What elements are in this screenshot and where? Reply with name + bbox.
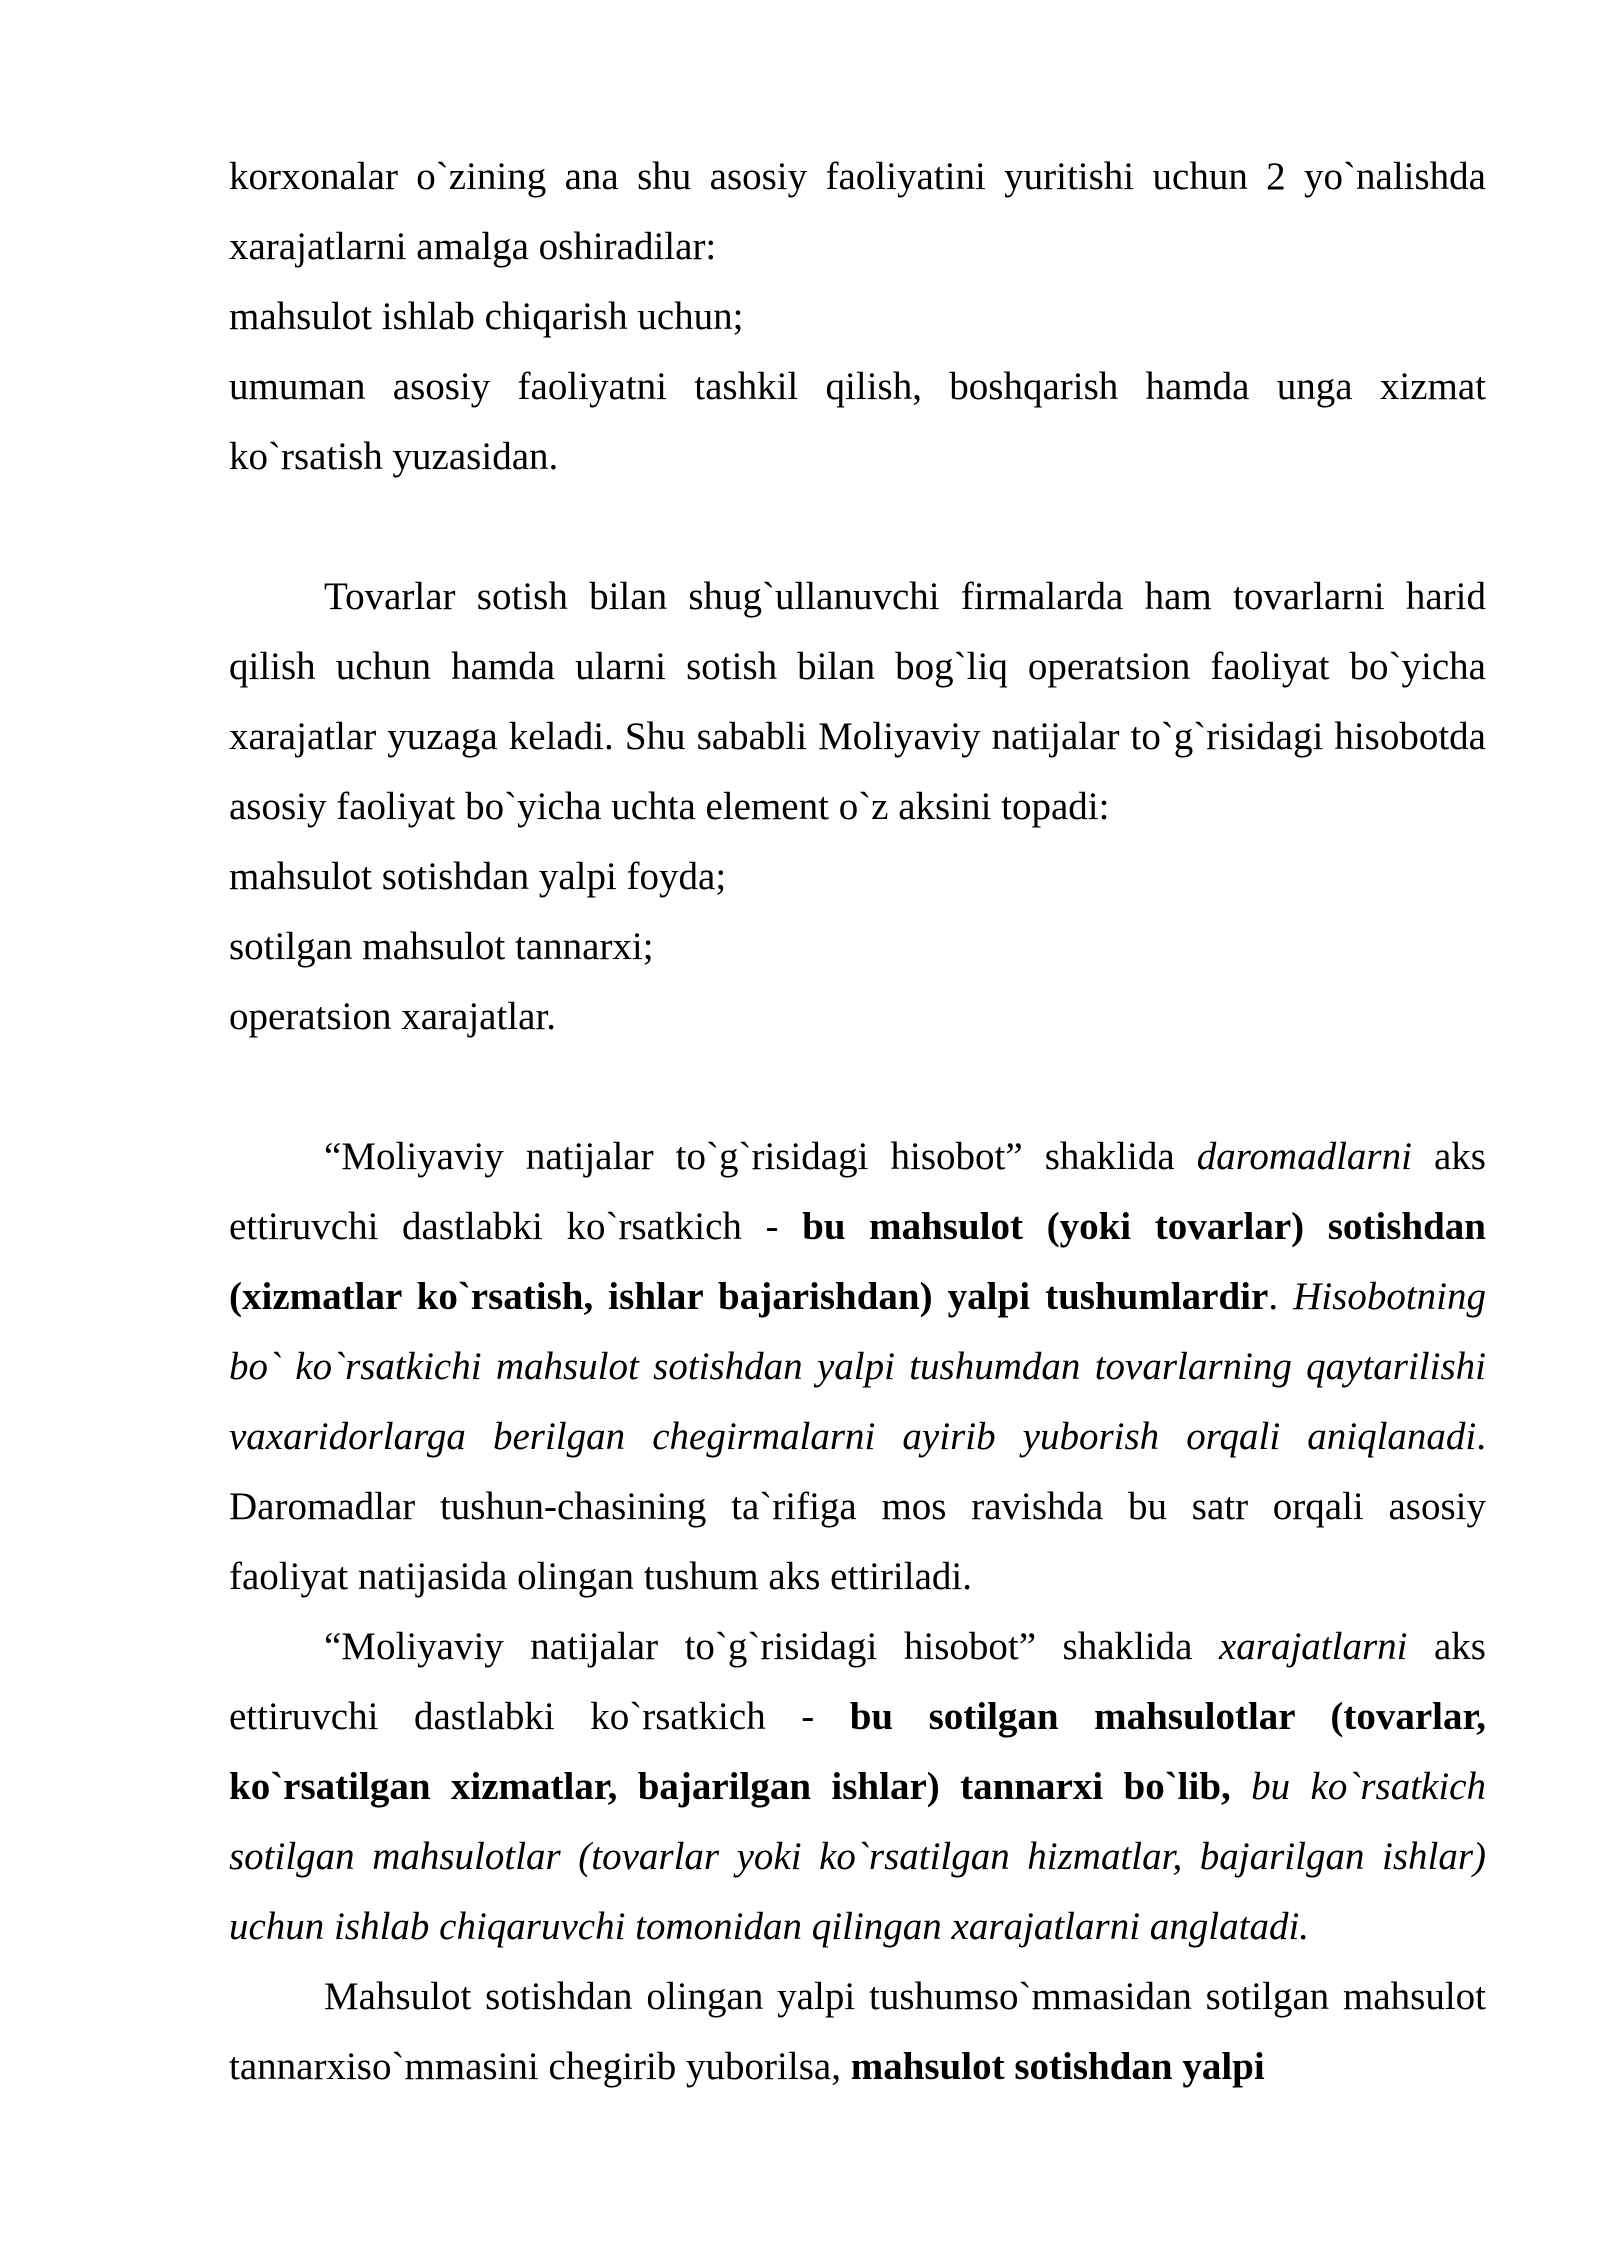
paragraph-gap: [229, 492, 1486, 562]
trade-paragraph: Tovarlar sotish bilan shug`ullanuvchi firmalarda ham tovarlarni harid qilish uchun hamda ularni sotish bilan bog`liq operatsion faoliyat bo`yicha xarajatlar yuzaga keladi. Shu sababli Moliyaviy natijalar to`g`risidagi hisobotda asosiy faoliyat bo`yicha uchta element o`z aksini topadi:: [229, 575, 1486, 828]
expense-text-2: aks ettiruvchi dastlabki ko`rsatkich -: [229, 1625, 1486, 1738]
gross-bold-term: mahsulot sotishdan yalpi: [850, 2045, 1265, 2088]
income-text-4: . Daromadlar tushun-chasining ta`rifiga mos ravishda bu satr orqali asosiy faoliyat natijasida olingan tushum aks ettiriladi.: [229, 1415, 1486, 1598]
intro-paragraph: korxonalar o`zining ana shu asosiy faoliyatini yuritishi uchun 2 yo`nalishda xarajatlarni amalga oshiradilar:: [229, 155, 1486, 268]
expense-text-1: “Moliyaviy natijalar to`g`risidagi hisobot” shaklida: [324, 1625, 1219, 1668]
gross-text-1: Mahsulot sotishdan olingan yalpi tushumso`mmasidan sotilgan mahsulot tannarxiso`mmasini chegirib yuborilsa,: [229, 1975, 1486, 2088]
income-italic-term: daromadlarni: [1196, 1135, 1412, 1178]
income-text-2: aks ettiruvchi dastlabki ko`rsatkich -: [229, 1135, 1486, 1248]
trade-list-item-operating-expenses: operatsion xarajatlar.: [229, 995, 557, 1038]
expense-paragraph: [229, 1612, 1486, 1962]
paragraph-gap: [229, 1052, 1486, 1122]
expense-italic-explanation: bu ko`rsatkich sotilgan mahsulotlar (tovarlar yoki ko`rsatilgan hizmatlar, bajarilgan ishlar) uchun ishlab chiqaruvchi tomonidan qilingan xarajatlarni anglatadi.: [229, 1765, 1486, 1948]
income-text-1: “Moliyaviy natijalar to`g`risidagi hisobot” shaklida: [324, 1135, 1197, 1178]
intro-list-item-production: mahsulot ishlab chiqarish uchun;: [229, 295, 744, 338]
trade-list-item-gross-profit: mahsulot sotishdan yalpi foyda;: [229, 855, 727, 898]
gross-profit-paragraph: [229, 1962, 1486, 2102]
income-text-3: .: [1268, 1275, 1294, 1318]
income-bold-definition: bu mahsulot (yoki tovarlar) sotishdan (xizmatlar ko`rsatish, ishlar bajarishdan) yalpi tushumlardir: [229, 1205, 1486, 1318]
trade-list-item-cost-of-goods: sotilgan mahsulot tannarxi;: [229, 925, 654, 968]
expense-text-3: [1231, 1765, 1251, 1808]
expense-bold-definition: bu sotilgan mahsulotlar (tovarlar, ko`rsatilgan xizmatlar, bajarilgan ishlar) tannarxi bo`lib,: [229, 1695, 1486, 1808]
income-paragraph: [229, 1122, 1486, 1612]
intro-list-item-management: umuman asosiy faoliyatni tashkil qilish, boshqarish hamda unga xizmat ko`rsatish yuzasidan.: [229, 365, 1486, 478]
expense-italic-term: xarajatlarni: [1218, 1625, 1408, 1668]
document-body: [229, 142, 1486, 2102]
income-italic-explanation: Hisobotning bo` ko`rsatkichi mahsulot sotishdan yalpi tushumdan tovarlarning qaytarilishi vaxaridorlarga berilgan chegirmalarni ayirib yuborish orqali aniqlanadi: [229, 1275, 1486, 1458]
